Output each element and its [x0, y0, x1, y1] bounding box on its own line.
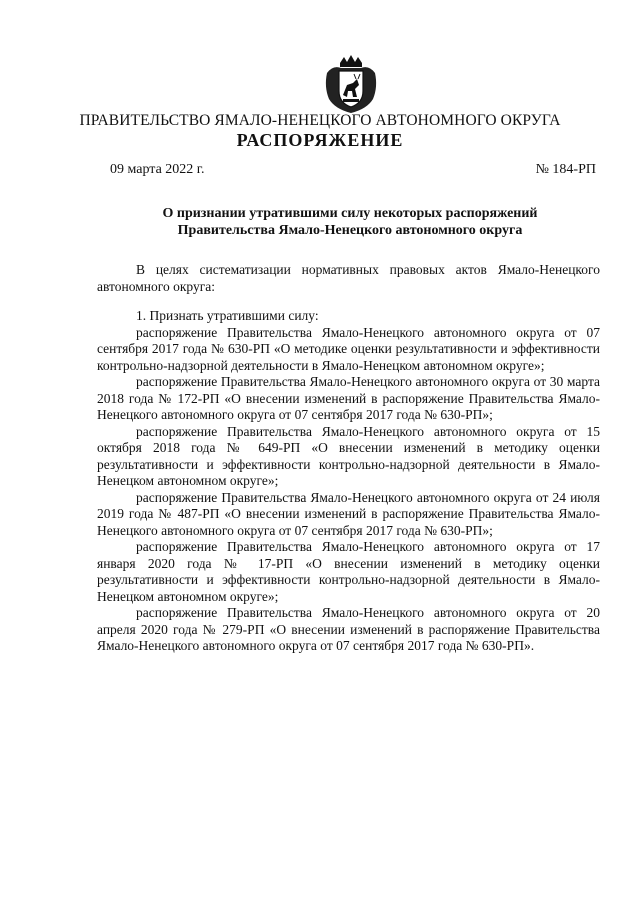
title-line-2: Правительства Ямало-Ненецкого автономного округа: [177, 223, 523, 238]
item-1-heading: 1. Признать утратившими силу:: [136, 308, 319, 323]
act-paragraph: распоряжение Правительства Ямало-Ненецкого автономного округа от 20 апреля 2020 года № 279-РП «О внесении изменений в распоряжение Правительства Ямало-Ненецкого автономного округа от 07 сентября 2017 года № 630-РП».: [97, 605, 600, 653]
preamble-paragraph: В целях систематизации нормативных правовых актов Ямало-Ненецкого автономного округа:: [97, 262, 600, 294]
coat-of-arms-icon: [323, 55, 379, 115]
act-paragraph: распоряжение Правительства Ямало-Ненецкого автономного округа от 24 июля 2019 года № 487-РП «О внесении изменений в распоряжение Правительства Ямало-Ненецкого автономного округа от 07 сентября 2017 года № 630-РП»;: [97, 489, 600, 538]
act-paragraph: распоряжение Правительства Ямало-Ненецкого автономного округа от 30 марта 2018 года № 172-РП «О внесении изменений в распоряжение Правительства Ямало-Ненецкого автономного округа от 07 сентября 2017 года № 630-РП»;: [97, 374, 600, 422]
organization-name: ПРАВИТЕЛЬСТВО ЯМАЛО-НЕНЕЦКОГО АВТОНОМНОГО ОКРУГА: [79, 112, 561, 129]
document-title: [60, 205, 640, 239]
document-number: № 184-РП: [535, 162, 596, 177]
document-type: РАСПОРЯЖЕНИЕ: [236, 130, 404, 150]
act-paragraph: распоряжение Правительства Ямало-Ненецкого автономного округа от 17 января 2020 года № 17-РП «О внесении изменений в методику оценки результативности и эффективности контрольно-надзорной деятельности в Ямало-Ненецком автономном округе»;: [97, 539, 600, 604]
act-paragraph: распоряжение Правительства Ямало-Ненецкого автономного округа от 07 сентября 2017 года № 630-РП «О методике оценки результативности и эффективности контрольно-надзорной деятельности в Ямало-Ненецком автономном округе»;: [97, 324, 600, 373]
act-paragraph: распоряжение Правительства Ямало-Ненецкого автономного округа от 15 октября 2018 года № 649-РП «О внесении изменений в методику оценки результативности и эффективности контрольно-надзорной деятельности в Ямало-Ненецком автономном округе»;: [97, 423, 600, 488]
document-body: [97, 262, 600, 655]
title-line-1: О признании утратившими силу некоторых распоряжений: [162, 206, 538, 221]
document-date: 09 марта 2022 г.: [110, 162, 205, 177]
